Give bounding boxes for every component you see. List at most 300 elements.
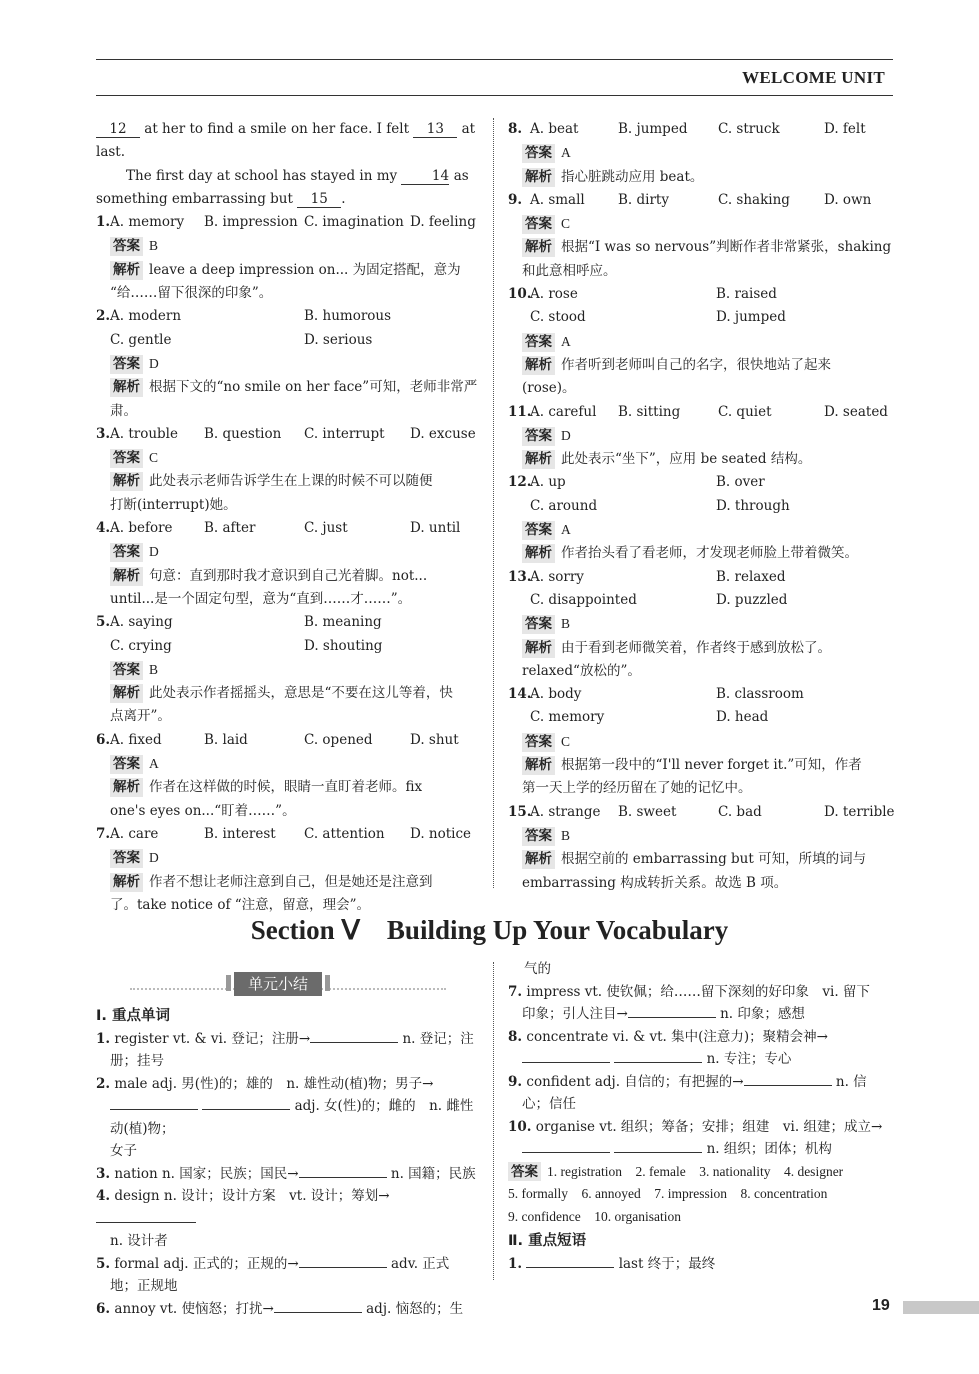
vocab-left bbox=[96, 1005, 480, 1320]
answer-tag: 答案 bbox=[110, 543, 143, 562]
passage-line bbox=[96, 165, 480, 188]
item-number: 10. bbox=[508, 1118, 532, 1135]
question-list-right bbox=[508, 118, 894, 895]
option: C. attention bbox=[304, 825, 385, 842]
options-row bbox=[508, 495, 894, 518]
options-row bbox=[508, 801, 894, 824]
option: B. after bbox=[204, 520, 256, 537]
explanation-line bbox=[508, 260, 894, 283]
option: B. jumped bbox=[618, 121, 688, 137]
vocab-item bbox=[96, 1028, 480, 1073]
explanation-tag: 解析 bbox=[522, 238, 555, 257]
explanation-tag: 解析 bbox=[522, 544, 555, 563]
question-item bbox=[508, 471, 894, 565]
phrase-text: last 终于；最终 bbox=[618, 1255, 716, 1272]
question-number: 8. bbox=[508, 121, 523, 137]
explanation-tag: 解析 bbox=[110, 873, 143, 892]
options-row bbox=[508, 566, 894, 589]
answer-value: A bbox=[149, 756, 159, 772]
question-number: 12. bbox=[508, 474, 532, 491]
answer-blank bbox=[310, 1042, 398, 1043]
question-number: 10. bbox=[508, 286, 532, 303]
option: A. body bbox=[530, 686, 582, 703]
option: C. stood bbox=[530, 309, 586, 326]
explanation-line bbox=[96, 705, 480, 728]
answer-value: D bbox=[149, 850, 159, 866]
answer-value: C bbox=[561, 216, 571, 232]
question-item bbox=[96, 611, 480, 728]
explanation-tag: 解析 bbox=[110, 378, 143, 397]
option: B. relaxed bbox=[716, 568, 786, 585]
explanation-line bbox=[508, 377, 894, 400]
question-item bbox=[96, 423, 480, 517]
summary-badge bbox=[130, 972, 446, 994]
explanation-text: 指心脏跳动应用 beat。 bbox=[561, 168, 704, 185]
vocab-text: design n. 设计；设计方案 vt. 设计；筹划→ bbox=[114, 1188, 390, 1204]
option: B. question bbox=[204, 425, 282, 442]
vocab-answers bbox=[508, 1161, 894, 1229]
explanation-text: 作者不想让老师注意到自己，但是她还是注意到 bbox=[149, 873, 433, 890]
vocab-line bbox=[508, 1003, 894, 1026]
badge-label: 单元小结 bbox=[234, 972, 322, 996]
answer-tag: 答案 bbox=[110, 355, 143, 374]
answer-tag: 答案 bbox=[522, 215, 555, 234]
explanation-line bbox=[508, 354, 894, 377]
answer-value: D bbox=[149, 544, 159, 560]
answer-line bbox=[96, 446, 480, 470]
options-row bbox=[96, 517, 480, 540]
vocab-line bbox=[508, 1093, 894, 1116]
option: C. around bbox=[530, 497, 598, 514]
vocab-line bbox=[96, 1163, 480, 1186]
option: A. small bbox=[530, 191, 585, 208]
right-column bbox=[508, 118, 894, 895]
question-item bbox=[508, 283, 894, 400]
option: A. modern bbox=[110, 308, 182, 325]
question-item bbox=[508, 401, 894, 472]
answer-tag: 答案 bbox=[110, 237, 143, 256]
column-divider-lower bbox=[493, 962, 494, 1280]
option: C. struck bbox=[718, 121, 780, 137]
question-list-left bbox=[96, 211, 480, 917]
vocab-line bbox=[96, 1073, 480, 1096]
option: D. terrible bbox=[824, 803, 895, 820]
option: A. rose bbox=[530, 286, 578, 303]
explanation-line bbox=[508, 754, 894, 777]
question-number: 11. bbox=[508, 403, 532, 420]
explanation-tag: 解析 bbox=[522, 850, 555, 869]
explanation-text: 点离开”。 bbox=[110, 708, 171, 725]
explanation-text: 了。take notice of “注意，留意，理会”。 bbox=[110, 896, 371, 913]
question-number: 6. bbox=[96, 731, 111, 748]
explanation-text: 第一天上学的经历留在了她的记忆中。 bbox=[522, 780, 752, 797]
vocab-text: n. 印象；感想 bbox=[720, 1006, 805, 1022]
option: D. shouting bbox=[304, 637, 383, 654]
option: A. before bbox=[110, 520, 173, 537]
explanation-text: 作者抬头看了看老师，才发现老师脸上带着微笑。 bbox=[561, 545, 858, 562]
vocab-line bbox=[96, 1050, 480, 1073]
explanation-line bbox=[96, 376, 480, 423]
option: A. fixed bbox=[110, 731, 162, 748]
item-number: 1. bbox=[96, 1030, 111, 1047]
passage-text: last. bbox=[96, 144, 126, 161]
answer-tag: 答案 bbox=[522, 521, 555, 540]
question-item bbox=[96, 823, 480, 917]
explanation-text: 根据第一段中的“I'll never forget it.”可知，作者 bbox=[561, 757, 862, 774]
option: C. gentle bbox=[110, 331, 172, 348]
answer-value: B bbox=[561, 827, 571, 843]
answer-line bbox=[96, 658, 480, 682]
option: B. sweet bbox=[618, 803, 677, 820]
option: B. dirty bbox=[618, 191, 669, 208]
explanation-tag: 解析 bbox=[522, 168, 555, 187]
option: C. crying bbox=[110, 637, 172, 654]
vocab-item bbox=[96, 1253, 480, 1298]
vocab-text: adj. 女(性)的；雌的 n. 雌性动(植)物； bbox=[110, 1098, 474, 1137]
options-row bbox=[96, 635, 480, 658]
options-row bbox=[508, 401, 894, 424]
vocab-line bbox=[508, 1071, 894, 1094]
vocab-line bbox=[508, 1138, 894, 1161]
vocab-answer-text: 5. formally 6. annoyed 7. impression 8. concentration bbox=[508, 1186, 828, 1201]
option: A. sorry bbox=[530, 568, 584, 585]
options-row bbox=[508, 683, 894, 706]
explanation-tag: 解析 bbox=[110, 684, 143, 703]
vocab-text: impress vt. 使钦佩；给……留下深刻的好印象 vi. 留下 bbox=[526, 983, 870, 1000]
blank-14: 14 bbox=[401, 168, 449, 185]
option: B. humorous bbox=[304, 308, 392, 325]
explanation-line bbox=[508, 660, 894, 683]
vocab-answer-line bbox=[508, 1183, 894, 1206]
explanation-text: 作者在这样做的时候，眼睛一直盯着老师。fix bbox=[149, 779, 423, 796]
option: D. shut bbox=[410, 731, 459, 748]
explanation-text: relaxed“放松的”。 bbox=[522, 662, 641, 679]
option: A. strange bbox=[530, 803, 601, 820]
question-item bbox=[96, 305, 480, 422]
answer-line bbox=[508, 424, 894, 448]
explanation-line bbox=[96, 494, 480, 517]
option: D. excuse bbox=[410, 425, 476, 442]
vocab-text: n. 设计者 bbox=[110, 1233, 168, 1249]
passage-text: . bbox=[341, 190, 346, 207]
answer-tag: 答案 bbox=[522, 333, 555, 352]
answer-value: B bbox=[149, 661, 159, 677]
blank-12: 12 bbox=[96, 121, 140, 138]
answer-line bbox=[508, 141, 894, 165]
top-rule bbox=[96, 59, 893, 60]
options-row bbox=[508, 283, 894, 306]
passage-line bbox=[96, 118, 480, 141]
vocab-line bbox=[96, 1230, 480, 1253]
option: C. quiet bbox=[718, 403, 772, 420]
vocab-text: organise vt. 组织；筹备；安排；组建 vi. 组建；成立→ bbox=[535, 1118, 883, 1135]
explanation-line bbox=[96, 682, 480, 705]
header-rule bbox=[96, 95, 893, 96]
vocab-text: n. 登记；注 bbox=[402, 1030, 474, 1047]
vocab-item bbox=[508, 1116, 894, 1161]
item-number: 4. bbox=[96, 1188, 111, 1204]
vocab-heading: Ⅰ. 重点单词 bbox=[96, 1008, 170, 1024]
answer-blank bbox=[614, 1062, 702, 1063]
answer-line bbox=[96, 846, 480, 870]
vocab-text: 女子 bbox=[110, 1143, 137, 1159]
question-number: 13. bbox=[508, 568, 532, 585]
answer-line bbox=[96, 540, 480, 564]
answer-value: A bbox=[561, 522, 571, 538]
vocab-item bbox=[508, 981, 894, 1026]
question-number: 9. bbox=[508, 191, 523, 208]
item-number: 7. bbox=[508, 983, 523, 1000]
explanation-line bbox=[508, 166, 894, 189]
question-number: 1. bbox=[96, 214, 111, 231]
option: D. seated bbox=[824, 403, 888, 420]
answer-tag: 答案 bbox=[508, 1162, 541, 1181]
vocab-line bbox=[96, 1140, 480, 1163]
vocab-item bbox=[96, 1073, 480, 1163]
question-number: 2. bbox=[96, 308, 111, 325]
vocab-item bbox=[96, 1298, 480, 1321]
options-row bbox=[96, 423, 480, 446]
option: B. interest bbox=[204, 825, 276, 842]
answer-tag: 答案 bbox=[110, 755, 143, 774]
vocab-text: male adj. 男(性)的；雄的 n. 雄性动(植)物；男子→ bbox=[114, 1075, 434, 1092]
options-row bbox=[508, 189, 894, 212]
passage-text: at bbox=[461, 121, 476, 137]
explanation-text: embarrassing 构成转折关系。故选 B 项。 bbox=[522, 874, 788, 891]
vocab-text: annoy vt. 使恼怒；打扰→ bbox=[114, 1300, 274, 1317]
item-number: 2. bbox=[96, 1075, 111, 1092]
vocab-item bbox=[508, 1071, 894, 1116]
question-number: 14. bbox=[508, 686, 532, 703]
explanation-text: one's eyes on...“盯着……”。 bbox=[110, 802, 296, 819]
blank-15: 15 bbox=[297, 191, 341, 208]
answer-value: D bbox=[149, 355, 159, 371]
vocab-text: n. 专注；专心 bbox=[706, 1051, 792, 1067]
vocab-line bbox=[96, 1028, 480, 1051]
explanation-text: 作者听到老师叫自己的名字，很快地站了起来 bbox=[561, 356, 831, 373]
passage-text: something embarrassing but bbox=[96, 190, 293, 207]
answer-blank bbox=[299, 1177, 387, 1178]
explanation-text: 此处表示作者摇摇头，意思是“不要在这儿等着，快 bbox=[149, 685, 453, 702]
vocab-line bbox=[96, 1095, 480, 1140]
vocab-answer-line bbox=[508, 1206, 894, 1229]
question-number: 7. bbox=[96, 825, 111, 842]
vocab-text: formal adj. 正式的；正规的→ bbox=[114, 1255, 299, 1272]
explanation-line bbox=[96, 282, 480, 305]
explanation-tag: 解析 bbox=[522, 450, 555, 469]
vocab-text: 印象；引人注目→ bbox=[522, 1006, 628, 1022]
vocab-text: adj. 恼怒的；生 bbox=[366, 1300, 464, 1317]
vocab-text: 册；挂号 bbox=[110, 1053, 164, 1069]
vocab-right bbox=[508, 958, 894, 1275]
answer-value: A bbox=[561, 145, 571, 161]
option: D. notice bbox=[410, 825, 472, 842]
answer-line bbox=[508, 518, 894, 542]
passage-text: at her to find a smile on her face. I felt bbox=[144, 121, 410, 137]
explanation-tag: 解析 bbox=[110, 261, 143, 280]
item-number: 8. bbox=[508, 1028, 523, 1045]
vocab-list-right bbox=[508, 981, 894, 1161]
option: C. memory bbox=[530, 709, 605, 726]
answer-line bbox=[96, 234, 480, 258]
item-number: 3. bbox=[96, 1165, 111, 1182]
answer-blank bbox=[526, 1267, 614, 1268]
option: D. own bbox=[824, 191, 872, 208]
item-number: 9. bbox=[508, 1073, 523, 1090]
explanation-text: “给……留下很深的印象”。 bbox=[110, 285, 273, 302]
blank-13: 13 bbox=[413, 121, 457, 138]
option: D. feeling bbox=[410, 214, 476, 231]
answer-line bbox=[508, 212, 894, 236]
explanation-tag: 解析 bbox=[522, 756, 555, 775]
vocab-text: n. 组织；团体；机构 bbox=[706, 1141, 832, 1157]
vocab-text: 地；正规地 bbox=[110, 1278, 178, 1294]
item-number: 6. bbox=[96, 1300, 111, 1317]
answer-line bbox=[96, 752, 480, 776]
explanation-line bbox=[96, 776, 480, 799]
option: C. just bbox=[304, 520, 348, 537]
option: C. opened bbox=[304, 731, 373, 748]
options-row bbox=[96, 611, 480, 634]
option: A. care bbox=[110, 825, 159, 842]
explanation-line bbox=[96, 259, 480, 282]
vocab-text: n. 国籍；民族 bbox=[390, 1165, 476, 1182]
explanation-line bbox=[508, 236, 894, 259]
explanation-line bbox=[96, 470, 480, 493]
explanation-tag: 解析 bbox=[110, 778, 143, 797]
option: C. disappointed bbox=[530, 591, 637, 608]
option: D. serious bbox=[304, 331, 373, 348]
question-item bbox=[508, 801, 894, 895]
options-row bbox=[508, 706, 894, 729]
vocab-text: nation n. 国家；民族；国民→ bbox=[114, 1165, 299, 1182]
answer-line bbox=[508, 612, 894, 636]
answer-tag: 答案 bbox=[522, 144, 555, 163]
answer-blank bbox=[274, 1312, 362, 1313]
explanation-line bbox=[508, 848, 894, 871]
answer-blank bbox=[96, 1222, 196, 1223]
question-item bbox=[508, 683, 894, 800]
passage-line bbox=[96, 188, 480, 211]
options-row bbox=[96, 823, 480, 846]
question-item bbox=[508, 566, 894, 683]
options-row bbox=[508, 306, 894, 329]
question-item bbox=[96, 211, 480, 305]
explanation-text: 根据下文的“no smile on her face”可知，老师非常严肃。 bbox=[110, 379, 478, 419]
question-item bbox=[96, 729, 480, 823]
options-row bbox=[508, 118, 894, 141]
answer-blank bbox=[110, 1109, 198, 1110]
vocab-text: adv. 正式 bbox=[391, 1255, 450, 1272]
explanation-text: 由于看到老师微笑着，作者终于感到放松了。 bbox=[561, 639, 831, 656]
option: D. felt bbox=[824, 121, 866, 137]
option: D. until bbox=[410, 520, 461, 537]
vocab-answer-text: 9. confidence 10. organisation bbox=[508, 1208, 681, 1224]
option: A. saying bbox=[110, 614, 173, 631]
question-item bbox=[96, 517, 480, 611]
answer-value: C bbox=[149, 450, 159, 466]
question-number: 4. bbox=[96, 520, 111, 537]
answer-tag: 答案 bbox=[110, 449, 143, 468]
explanation-line bbox=[96, 565, 480, 588]
explanation-text: 此处表示“坐下”，应用 be seated 结构。 bbox=[561, 451, 812, 468]
vocab-line bbox=[96, 1253, 480, 1276]
answer-blank bbox=[202, 1109, 290, 1110]
answer-tag: 答案 bbox=[522, 615, 555, 634]
answer-value: A bbox=[561, 333, 571, 349]
vocab-line bbox=[508, 1026, 894, 1049]
explanation-line bbox=[508, 448, 894, 471]
answer-blank bbox=[614, 1152, 702, 1153]
answer-line bbox=[508, 824, 894, 848]
answer-value: B bbox=[561, 616, 571, 632]
option: B. sitting bbox=[618, 403, 681, 420]
explanation-text: 根据“I was so nervous”判断作者非常紧张，shaking bbox=[561, 239, 892, 256]
options-row bbox=[96, 329, 480, 352]
option: B. meaning bbox=[304, 614, 382, 631]
explanation-tag: 解析 bbox=[110, 472, 143, 491]
vocab-text: register vt. & vi. 登记；注册→ bbox=[114, 1030, 311, 1047]
vocab-text: 心；信任 bbox=[522, 1096, 576, 1112]
explanation-line bbox=[508, 637, 894, 660]
vocab-list bbox=[96, 1028, 480, 1321]
option: C. imagination bbox=[304, 214, 404, 231]
option: D. through bbox=[716, 497, 790, 514]
explanation-line bbox=[508, 777, 894, 800]
explanation-tag: 解析 bbox=[522, 639, 555, 658]
answer-tag: 答案 bbox=[110, 849, 143, 868]
answer-value: C bbox=[561, 733, 571, 749]
answer-value: B bbox=[149, 238, 159, 254]
phrase-heading: Ⅱ. 重点短语 bbox=[508, 1233, 587, 1249]
answer-blank bbox=[299, 1267, 387, 1268]
option: A. beat bbox=[530, 121, 579, 137]
option: C. bad bbox=[718, 803, 762, 820]
vocab-item bbox=[96, 1185, 480, 1253]
passage-text: as bbox=[453, 167, 469, 184]
item-number: 1. bbox=[508, 1255, 523, 1272]
explanation-text: leave a deep impression on... 为固定搭配，意为 bbox=[149, 261, 461, 278]
explanation-tag: 解析 bbox=[110, 567, 143, 586]
answer-value: D bbox=[561, 427, 571, 443]
vocab-line bbox=[96, 1275, 480, 1298]
answer-line bbox=[96, 352, 480, 376]
explanation-text: 句意：直到那时我才意识到自己光着脚。not... bbox=[149, 567, 428, 584]
vocab-line bbox=[508, 981, 894, 1004]
phrase-item bbox=[508, 1253, 894, 1276]
vocab-text: concentrate vi. & vt. 集中(注意力)；聚精会神→ bbox=[526, 1028, 828, 1045]
passage-text: The first day at school has stayed in my bbox=[126, 167, 398, 184]
explanation-text: 此处表示老师告诉学生在上课的时候不可以随便 bbox=[149, 473, 433, 490]
item-number: 5. bbox=[96, 1255, 111, 1272]
option: D. head bbox=[716, 709, 769, 726]
option: A. up bbox=[530, 474, 566, 491]
option: B. laid bbox=[204, 731, 248, 748]
column-divider bbox=[493, 118, 494, 888]
explanation-text: 打断(interrupt)她。 bbox=[110, 496, 237, 513]
explanation-line bbox=[508, 872, 894, 895]
option: C. interrupt bbox=[304, 425, 385, 442]
left-column bbox=[96, 118, 480, 917]
explanation-text: until...是一个固定句型，意为“直到……才……”。 bbox=[110, 590, 412, 607]
option: A. trouble bbox=[110, 425, 178, 442]
vocab-line bbox=[96, 1185, 480, 1230]
vocab-text: n. 信 bbox=[835, 1073, 867, 1090]
answer-blank bbox=[522, 1062, 610, 1063]
page-number: 19 bbox=[872, 1297, 890, 1314]
page-number-bar bbox=[903, 1301, 979, 1314]
explanation-tag: 解析 bbox=[522, 356, 555, 375]
